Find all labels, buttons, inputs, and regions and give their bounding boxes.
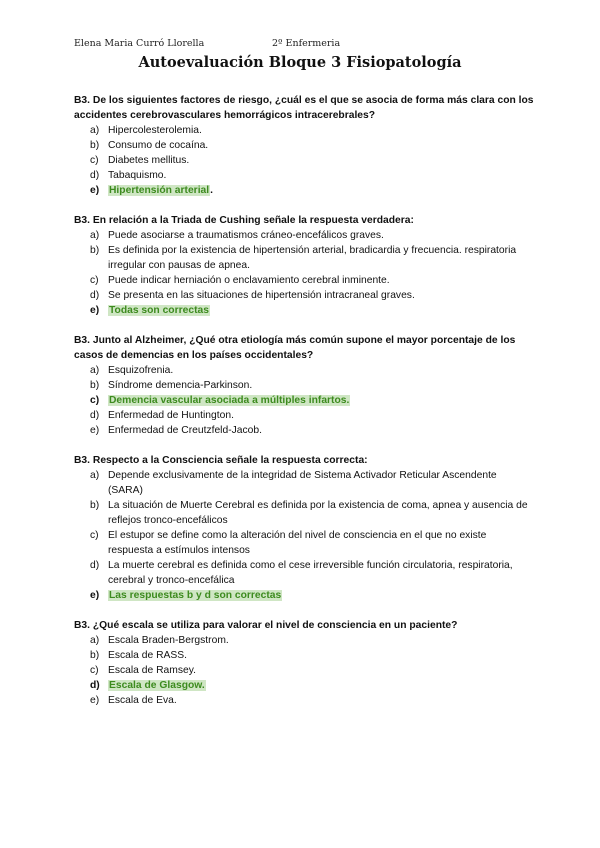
option-letter: e): [90, 695, 100, 706]
option-letter: e): [90, 185, 100, 196]
question-text: B3. De los siguientes factores de riesgo, ¿cuál es el que se asocia de forma más clara con los accidentes cerebrovasculares hemorrágicos intracerebrales?: [74, 95, 534, 121]
option-letter: c): [90, 395, 100, 406]
option-text-wrap: [108, 693, 534, 708]
option-text-wrap: [108, 528, 534, 558]
option-item: [74, 648, 534, 663]
option-text: Puede indicar herniación o enclavamiento cerebral inminente.: [108, 275, 390, 286]
option-item: [74, 168, 534, 183]
option-text: La muerte cerebral es definida como el cese irreversible función circulatoria, respiratoria, cerebral y tronco-encefálica: [108, 560, 513, 586]
author-name: Elena Maria Curró Llorella: [74, 38, 205, 49]
option-letter: b): [90, 380, 100, 391]
option-letter: a): [90, 230, 100, 241]
option-text-wrap: [108, 228, 534, 243]
option-letter: d): [90, 290, 100, 301]
option-list: [74, 363, 534, 438]
option-text: Escala de Eva.: [108, 695, 177, 706]
option-text-wrap: [108, 363, 534, 378]
question-block: [74, 618, 534, 708]
option-text: Diabetes mellitus.: [108, 155, 190, 166]
option-text: Depende exclusivamente de la integridad de Sistema Activador Reticular Ascendente (SARA): [108, 470, 497, 496]
option-list: [74, 633, 534, 708]
option-item: [74, 468, 534, 498]
option-text-wrap: [108, 663, 534, 678]
page-title: Autoevaluación Bloque 3 Fisiopatología: [138, 54, 462, 71]
option-item: [74, 498, 534, 528]
option-text-wrap: [108, 138, 534, 153]
option-list: [74, 123, 534, 198]
question-block: [74, 93, 534, 198]
option-item: [74, 423, 534, 438]
option-text-wrap: [108, 408, 534, 423]
option-text-wrap: [108, 243, 534, 273]
option-letter: a): [90, 365, 100, 376]
option-text-wrap: [108, 393, 534, 408]
option-text: Síndrome demencia-Parkinson.: [108, 380, 253, 391]
highlighted-answer: Hipertensión arterial: [109, 185, 210, 196]
option-item: [74, 693, 534, 708]
option-text: La situación de Muerte Cerebral es definida por la existencia de coma, apnea y ausencia de reflejos tronco-encefálicos: [108, 500, 528, 526]
highlighted-answer: Escala de Glasgow.: [109, 680, 205, 691]
option-letter: c): [90, 665, 99, 676]
option-text: Puede asociarse a traumatismos cráneo-encefálicos graves.: [108, 230, 384, 241]
option-list: [74, 468, 534, 603]
option-letter: c): [90, 155, 99, 166]
option-item: [74, 288, 534, 303]
option-letter: a): [90, 125, 100, 136]
question-block: [74, 333, 534, 438]
option-letter: b): [90, 650, 100, 661]
question-block: [74, 453, 534, 603]
option-text-wrap: [108, 273, 534, 288]
option-item: [74, 273, 534, 288]
option-text-wrap: [108, 648, 534, 663]
question-list: [74, 93, 534, 723]
option-letter: b): [90, 245, 100, 256]
option-text-wrap: [108, 678, 534, 693]
option-text-wrap: [108, 378, 534, 393]
option-text-wrap: [108, 153, 534, 168]
option-text: Se presenta en las situaciones de hipertensión intracraneal graves.: [108, 290, 415, 301]
correct-option: [74, 393, 534, 408]
option-text-wrap: [108, 468, 534, 498]
option-text-wrap: [108, 588, 534, 603]
correct-option: [74, 678, 534, 693]
option-text-wrap: [108, 183, 534, 198]
option-text: Hipercolesterolemia.: [108, 125, 202, 136]
option-letter: d): [90, 170, 100, 181]
correct-option: [74, 303, 534, 318]
option-item: [74, 408, 534, 423]
option-tail: .: [210, 185, 214, 196]
option-text: Escala Braden-Bergstrom.: [108, 635, 229, 646]
correct-option: [74, 183, 534, 198]
option-item: [74, 663, 534, 678]
option-text-wrap: [108, 498, 534, 528]
option-text-wrap: [108, 288, 534, 303]
highlighted-answer: Demencia vascular asociada a múltiples infartos.: [109, 395, 350, 406]
option-item: [74, 633, 534, 648]
option-letter: c): [90, 530, 99, 541]
option-text: Enfermedad de Huntington.: [108, 410, 234, 421]
option-letter: d): [90, 560, 100, 571]
option-letter: a): [90, 635, 100, 646]
option-letter: b): [90, 140, 100, 151]
option-text: Esquizofrenia.: [108, 365, 174, 376]
option-item: [74, 138, 534, 153]
highlighted-answer: Todas son correctas: [109, 305, 209, 316]
question-text: B3. ¿Qué escala se utiliza para valorar el nivel de consciencia en un paciente?: [74, 620, 458, 631]
option-text-wrap: [108, 423, 534, 438]
option-text-wrap: [108, 123, 534, 138]
course-label: 2º Enfermeria: [272, 38, 341, 49]
question-text: B3. Junto al Alzheimer, ¿Qué otra etiología más común supone el mayor porcentaje de los casos de demencias en los países occidentales?: [74, 335, 516, 361]
option-text: Es definida por la existencia de hipertensión arterial, bradicardia y frecuencia. respiratoria irregular con pausas de apnea.: [108, 245, 517, 271]
option-item: [74, 228, 534, 243]
option-text-wrap: [108, 303, 534, 318]
option-letter: c): [90, 275, 99, 286]
option-letter: e): [90, 590, 100, 601]
option-letter: d): [90, 410, 100, 421]
option-text: El estupor se define como la alteración del nivel de consciencia en el que no existe respuesta a estímulos intensos: [108, 530, 487, 556]
option-letter: e): [90, 425, 100, 436]
option-letter: a): [90, 470, 100, 481]
option-text: Escala de RASS.: [108, 650, 187, 661]
question-text: B3. En relación a la Triada de Cushing señale la respuesta verdadera:: [74, 215, 414, 226]
option-item: [74, 153, 534, 168]
correct-option: [74, 588, 534, 603]
option-letter: e): [90, 305, 100, 316]
question-block: [74, 213, 534, 318]
option-item: [74, 123, 534, 138]
option-text: Escala de Ramsey.: [108, 665, 196, 676]
option-text: Consumo de cocaína.: [108, 140, 209, 151]
option-text-wrap: [108, 558, 534, 588]
option-letter: b): [90, 500, 100, 511]
option-letter: d): [90, 680, 100, 691]
option-text: Tabaquismo.: [108, 170, 167, 181]
option-item: [74, 558, 534, 588]
option-text-wrap: [108, 168, 534, 183]
option-item: [74, 528, 534, 558]
option-text: Enfermedad de Creutzfeld-Jacob.: [108, 425, 262, 436]
question-text: B3. Respecto a la Consciencia señale la respuesta correcta:: [74, 455, 368, 466]
option-item: [74, 243, 534, 273]
option-item: [74, 378, 534, 393]
highlighted-answer: Las respuestas b y d son correctas: [109, 590, 282, 601]
option-list: [74, 228, 534, 318]
option-item: [74, 363, 534, 378]
option-text-wrap: [108, 633, 534, 648]
